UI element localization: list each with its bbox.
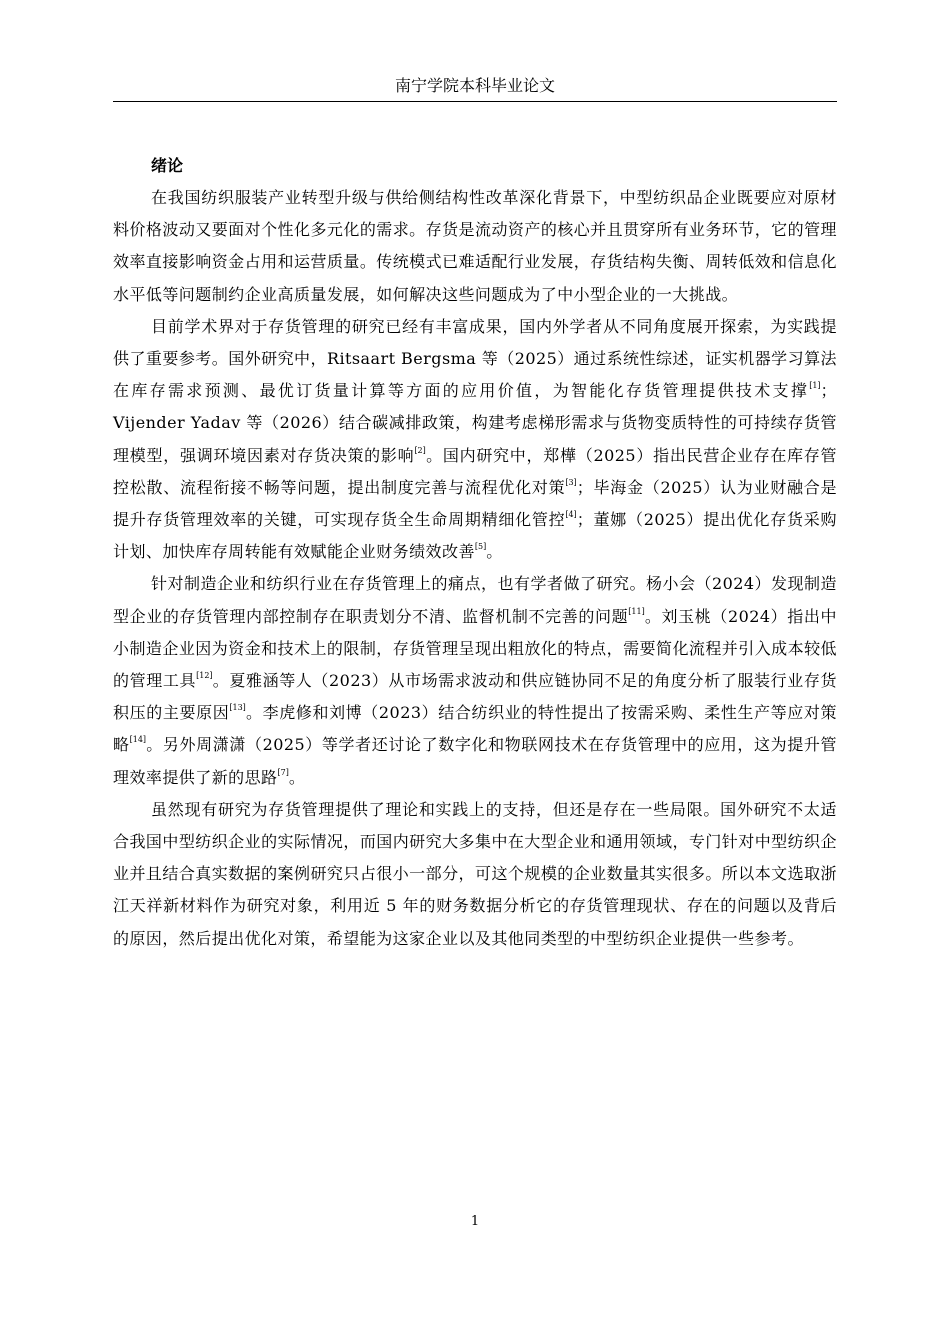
citation-ref: [12] <box>196 671 213 681</box>
paragraph-text: 。国内研究中，郑樺（2025）指出民营企业存在库存管控松散、流程衔接不畅等问题，提出制度完善与流程优化对策 <box>113 445 838 497</box>
paragraph-text: 。另外周潇潇（2025）等学者还讨论了数字化和物联网技术在存货管理中的应用，这为提升管理效率提供了新的思路 <box>113 735 837 787</box>
paragraph-intro: 在我国纺织服装产业转型升级与供给侧结构性改革深化背景下，中型纺织品企业既要应对原材料价格波动又要面对个性化多元化的需求。存货是流动资产的核心并且贯穿所有业务环节，它的管理效率直接影响资金占用和运营质量。传统模式已难适配行业发展，存货结构失衡、周转低效和信息化水平低等问题制约企业高质量发展，如何解决这些问题成为了中小型企业的一大挑战。 <box>113 188 837 304</box>
citation-ref: [13] <box>229 703 246 713</box>
page-body <box>113 150 837 955</box>
citation-ref: [3] <box>565 477 577 487</box>
paragraph-text: 针对制造企业和纺织行业在存货管理上的痛点，也有学者做了研究。杨小会（2024）发现制造型企业的存货管理内部控制存在职责划分不清、监督机制不完善的问题 <box>113 574 837 626</box>
section-heading: 绪论 <box>151 156 184 175</box>
paragraph-industry-research <box>113 568 837 793</box>
paragraph-text: ；Vijender Yadav 等（2026）结合碳减排政策，构建考虑梯形需求与货物变质特性的可持续存货管理模型，强调环境因素对存货决策的影响 <box>113 381 837 465</box>
paragraph-literature-review <box>113 311 837 569</box>
paragraph-text: 。夏雅涵等人（2023）从市场需求波动和供应链协同不足的角度分析了服装行业存货积压的主要原因 <box>113 671 837 723</box>
paragraph-text: ；毕海金（2025）认为业财融合是提升存货管理效率的关键，可实现存货全生命周期精细化管控 <box>113 477 837 530</box>
citation-ref: [11] <box>628 606 645 616</box>
citation-ref: [2] <box>414 445 426 455</box>
header-divider <box>113 101 837 102</box>
paragraph-text: 。刘玉桃（2024）指出中小制造企业因为资金和技术上的限制，存货管理呈现出粗放化的特点，需要简化流程并引入成本较低的管理工具 <box>113 606 837 691</box>
citation-ref: [1] <box>809 381 821 391</box>
paragraph-text: 。 <box>288 767 306 787</box>
citation-ref: [4] <box>565 510 577 520</box>
paragraph-text: 。 <box>486 542 503 562</box>
paragraph-research-gap: 虽然现有研究为存货管理提供了理论和实践上的支持，但还是存在一些局限。国外研究不太适合我国中型纺织企业的实际情况，而国内研究大多集中在大型企业和通用领域，专门针对中型纺织企业并且结合真实数据的案例研究只占很小一部分，可这个规模的企业数量其实很多。所以本文选取浙江天祥新材料作为研究对象，利用近 5 年的财务数据分析它的存货管理现状、存在的问题以及背后的原因，然后提出优化对策，希望能为这家企业以及其他同类型的中型纺织企业提供一些参考。 <box>113 799 837 948</box>
citation-ref: [14] <box>129 735 147 745</box>
citation-ref: [7] <box>277 767 289 777</box>
paragraph-text: ；董娜（2025）提出优化存货采购计划、加快库存周转能有效赋能企业财务绩效改善 <box>113 510 837 562</box>
running-header: 南宁学院本科毕业论文 <box>394 76 555 95</box>
paragraph-text: 目前学术界对于存货管理的研究已经有丰富成果，国内外学者从不同角度展开探索，为实践提供了重要参考。国外研究中，Ritsaart Bergsma 等（2025）通过系统性综述，证实机器学习算法在库存需求预测、最优订货量计算等方面的应用价值，为智能化存货管理提供技术支撑 <box>113 316 837 401</box>
page-number: 1 <box>470 1214 480 1229</box>
citation-ref: [5] <box>474 542 487 552</box>
paragraph-text: 。李虎修和刘博（2023）结合纺织业的特性提出了按需采购、柔性生产等应对策略 <box>113 703 837 755</box>
